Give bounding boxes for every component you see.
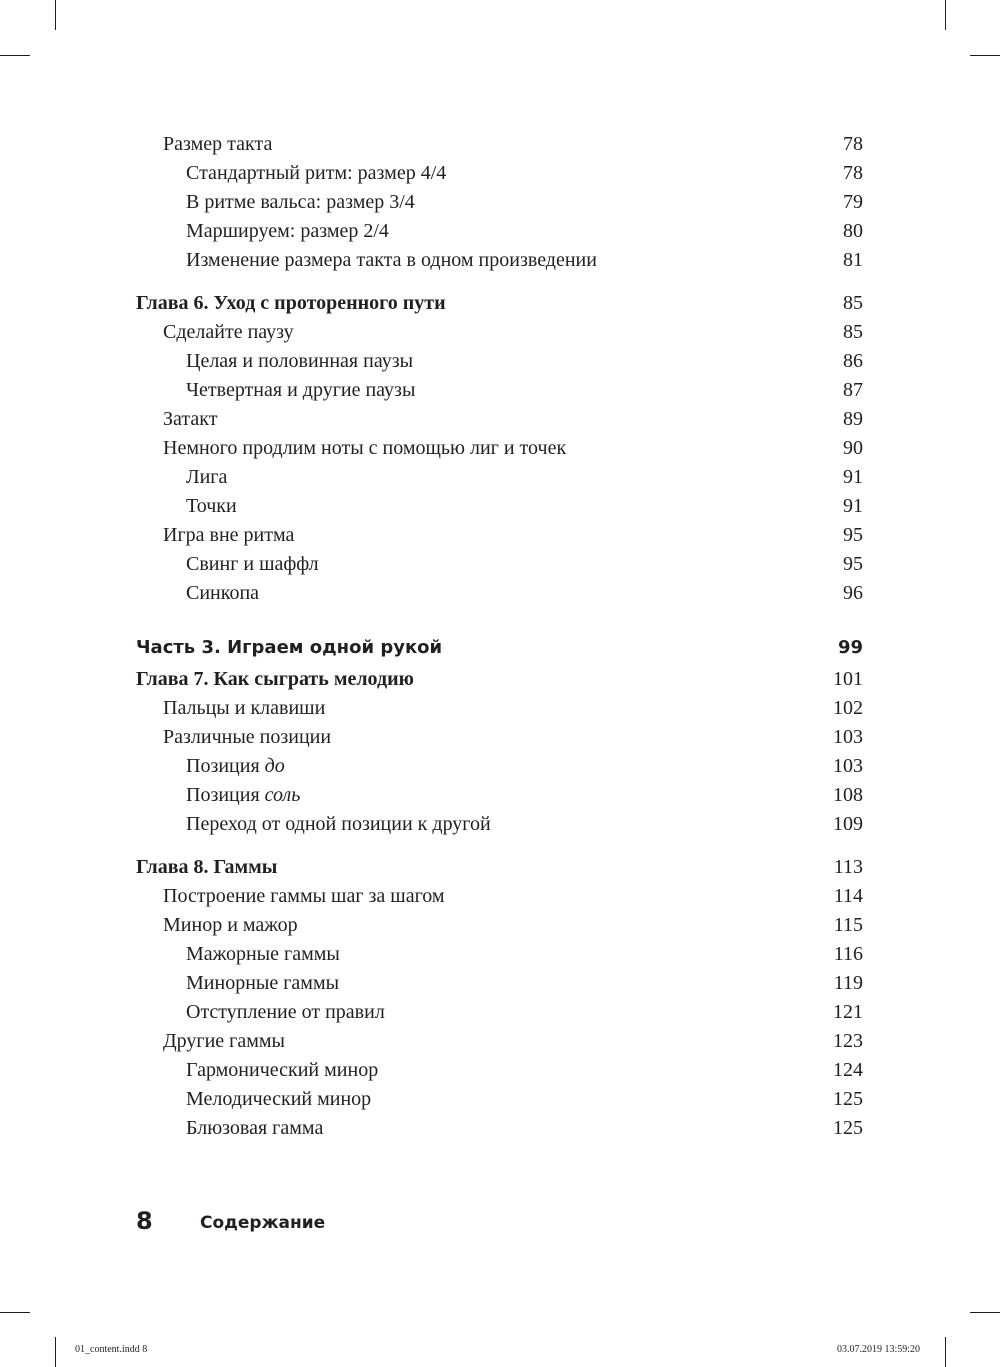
toc-entry — [136, 882, 863, 911]
toc-entry-title-text: Стандартный ритм: размер 4/4 — [186, 162, 447, 184]
toc-entry-page: 96 — [843, 582, 863, 604]
toc-entry-title-text: Немного продлим ноты с помощью лиг и точек — [163, 437, 567, 459]
toc-entry-title-text: В ритме вальса: размер 3/4 — [186, 191, 415, 213]
toc-entry-title-text: Различные позиции — [163, 726, 332, 748]
toc-entry-title — [163, 318, 294, 347]
toc-entry-title-text: Изменение размера такта в одном произведении — [186, 249, 597, 271]
toc-entry-title — [136, 853, 277, 882]
toc-entry-title-text: Блюзовая гамма — [186, 1117, 324, 1139]
toc-entry-page: 108 — [833, 784, 863, 806]
crop-mark — [0, 1312, 30, 1313]
toc-entry-title — [163, 882, 445, 911]
toc-entry — [136, 752, 863, 781]
toc-entry-title-text: Сделайте паузу — [163, 321, 294, 343]
toc-entry-page: 89 — [843, 408, 863, 430]
toc-entry-page: 102 — [833, 697, 863, 719]
toc-entry-title-text: Синкопа — [186, 582, 260, 604]
toc-entry-page: 114 — [833, 885, 863, 907]
crop-mark — [945, 1337, 946, 1367]
toc-entry-title — [186, 781, 300, 810]
toc-entry-title — [163, 1027, 285, 1056]
toc-entry — [136, 521, 863, 550]
toc-entry — [136, 694, 863, 723]
toc-entry-title — [163, 434, 566, 463]
toc-entry-title-text: Точки — [186, 495, 237, 517]
toc-entry-title-text: Переход от одной позиции к другой — [186, 813, 491, 835]
toc-entry-page: 90 — [843, 437, 863, 459]
toc-entry — [136, 347, 863, 376]
toc-entry-title — [186, 1114, 323, 1143]
toc-entry — [136, 434, 863, 463]
toc-entry — [136, 579, 863, 608]
toc-entry — [136, 1114, 863, 1143]
toc-entry-title-text: Отступление от правил — [186, 1001, 385, 1023]
toc-entry-page: 125 — [833, 1088, 863, 1110]
toc-entry-title — [186, 159, 446, 188]
toc-entry-title-text: Другие гаммы — [163, 1030, 285, 1052]
toc-entry-title-text: Минор и мажор — [163, 914, 298, 936]
toc-entry-page: 78 — [843, 133, 863, 155]
toc-entry-title — [163, 911, 298, 940]
crop-mark — [945, 0, 946, 30]
toc-entry-page: 85 — [843, 321, 863, 343]
toc-entry — [136, 723, 863, 752]
toc-entry-title — [186, 376, 415, 405]
toc-entry-title-text: Глава 7. Как сыграть мелодию — [136, 668, 414, 690]
toc-entry — [136, 1027, 863, 1056]
toc-entry-title — [136, 665, 414, 694]
toc-entry-title-text: Свинг и шаффл — [186, 553, 319, 575]
toc-entry-title — [186, 463, 227, 492]
toc-entry — [136, 810, 863, 839]
toc-entry-title — [186, 940, 340, 969]
toc-entry-page: 95 — [843, 524, 863, 546]
table-of-contents — [136, 130, 863, 1143]
toc-entry-title-text: Лига — [186, 466, 228, 488]
toc-entry-title-text: Глава 6. Уход с проторенного пути — [136, 292, 446, 314]
toc-entry-page: 78 — [843, 162, 863, 184]
toc-entry-title-text: Мажорные гаммы — [186, 943, 340, 965]
toc-entry-title — [186, 188, 415, 217]
toc-chapter-entry — [136, 853, 863, 882]
toc-entry-title — [186, 998, 385, 1027]
toc-entry-title-text: Маршируем: размер 2/4 — [186, 220, 389, 242]
toc-entry-page: 79 — [843, 191, 863, 213]
toc-entry-title — [136, 633, 442, 662]
toc-entry-page: 87 — [843, 379, 863, 401]
toc-entry-title-text: Целая и половинная паузы — [186, 350, 414, 372]
toc-entry-title — [163, 130, 272, 159]
toc-entry-title — [186, 1056, 378, 1085]
toc-entry — [136, 998, 863, 1027]
slug-filename: 01_content.indd 8 — [75, 1344, 148, 1355]
toc-entry-title-text: Позиция — [186, 755, 265, 777]
toc-entry-title-text: Построение гаммы шаг за шагом — [163, 885, 445, 907]
toc-entry — [136, 405, 863, 434]
toc-entry — [136, 940, 863, 969]
toc-entry-title — [186, 810, 491, 839]
toc-entry-page: 95 — [843, 553, 863, 575]
toc-entry-title-text: Четвертная и другие паузы — [186, 379, 416, 401]
toc-entry-title-text: Глава 8. Гаммы — [136, 856, 278, 878]
toc-entry-title — [163, 521, 294, 550]
toc-entry — [136, 376, 863, 405]
toc-entry-page: 91 — [843, 495, 863, 517]
crop-mark — [970, 1312, 1000, 1313]
crop-mark — [970, 55, 1000, 56]
toc-entry-title-text: Мелодический минор — [186, 1088, 372, 1110]
toc-entry-title-text: Пальцы и клавиши — [163, 697, 326, 719]
toc-entry-page: 121 — [833, 1001, 863, 1023]
toc-entry — [136, 1056, 863, 1085]
toc-entry-page: 113 — [833, 856, 863, 878]
toc-entry — [136, 246, 863, 275]
toc-entry — [136, 969, 863, 998]
toc-chapter-entry — [136, 665, 863, 694]
toc-entry-page: 124 — [833, 1059, 863, 1081]
toc-entry-title-text: Игра вне ритма — [163, 524, 295, 546]
page-number: 8 — [136, 1207, 153, 1235]
toc-entry-title — [186, 550, 319, 579]
toc-entry-page: 103 — [833, 726, 863, 748]
toc-entry — [136, 217, 863, 246]
toc-entry-title-text: Гармонический минор — [186, 1059, 379, 1081]
crop-mark — [55, 0, 56, 30]
toc-entry-title-italic: до — [264, 755, 285, 777]
toc-entry — [136, 463, 863, 492]
toc-entry-title-text: Минорные гаммы — [186, 972, 340, 994]
slug-timestamp: 03.07.2019 13:59:20 — [836, 1344, 920, 1355]
toc-entry-title — [186, 752, 285, 781]
toc-entry — [136, 130, 863, 159]
toc-entry-page: 115 — [833, 914, 863, 936]
toc-entry-title — [186, 1085, 371, 1114]
toc-entry-page: 81 — [843, 249, 863, 271]
running-head: Содержание — [200, 1213, 326, 1233]
toc-entry — [136, 159, 863, 188]
toc-entry-page: 119 — [833, 972, 863, 994]
toc-entry-page: 80 — [843, 220, 863, 242]
toc-entry-title — [186, 579, 259, 608]
toc-entry-page: 85 — [843, 292, 863, 314]
toc-part-entry — [136, 633, 863, 662]
toc-entry-title-text: Часть 3. Играем одной рукой — [136, 637, 443, 658]
toc-entry — [136, 318, 863, 347]
toc-entry-title — [163, 723, 331, 752]
toc-entry-page: 91 — [843, 466, 863, 488]
toc-entry-page: 101 — [833, 668, 863, 690]
toc-chapter-entry — [136, 289, 863, 318]
toc-entry-title-text: Размер такта — [163, 133, 273, 155]
toc-entry — [136, 781, 863, 810]
crop-mark — [55, 1337, 56, 1367]
toc-entry-page: 123 — [833, 1030, 863, 1052]
toc-entry-title — [186, 246, 597, 275]
toc-entry-title — [163, 694, 325, 723]
toc-entry — [136, 492, 863, 521]
toc-entry-title — [136, 289, 446, 318]
toc-entry-page: 125 — [833, 1117, 863, 1139]
toc-entry-page: 109 — [833, 813, 863, 835]
toc-entry — [136, 911, 863, 940]
crop-mark — [0, 55, 30, 56]
toc-entry-title — [186, 492, 237, 521]
toc-entry-page: 99 — [837, 637, 863, 658]
toc-entry-page: 116 — [833, 943, 863, 965]
toc-entry-title — [186, 347, 413, 376]
toc-entry — [136, 188, 863, 217]
toc-entry-title-text: Позиция — [186, 784, 265, 806]
toc-entry — [136, 1085, 863, 1114]
toc-entry-page: 103 — [833, 755, 863, 777]
toc-entry-page: 86 — [843, 350, 863, 372]
toc-entry-title-italic: соль — [264, 784, 301, 806]
toc-entry — [136, 550, 863, 579]
toc-entry-title — [186, 969, 339, 998]
toc-entry-title-text: Затакт — [163, 408, 218, 430]
toc-entry-title — [186, 217, 389, 246]
toc-entry-title — [163, 405, 217, 434]
